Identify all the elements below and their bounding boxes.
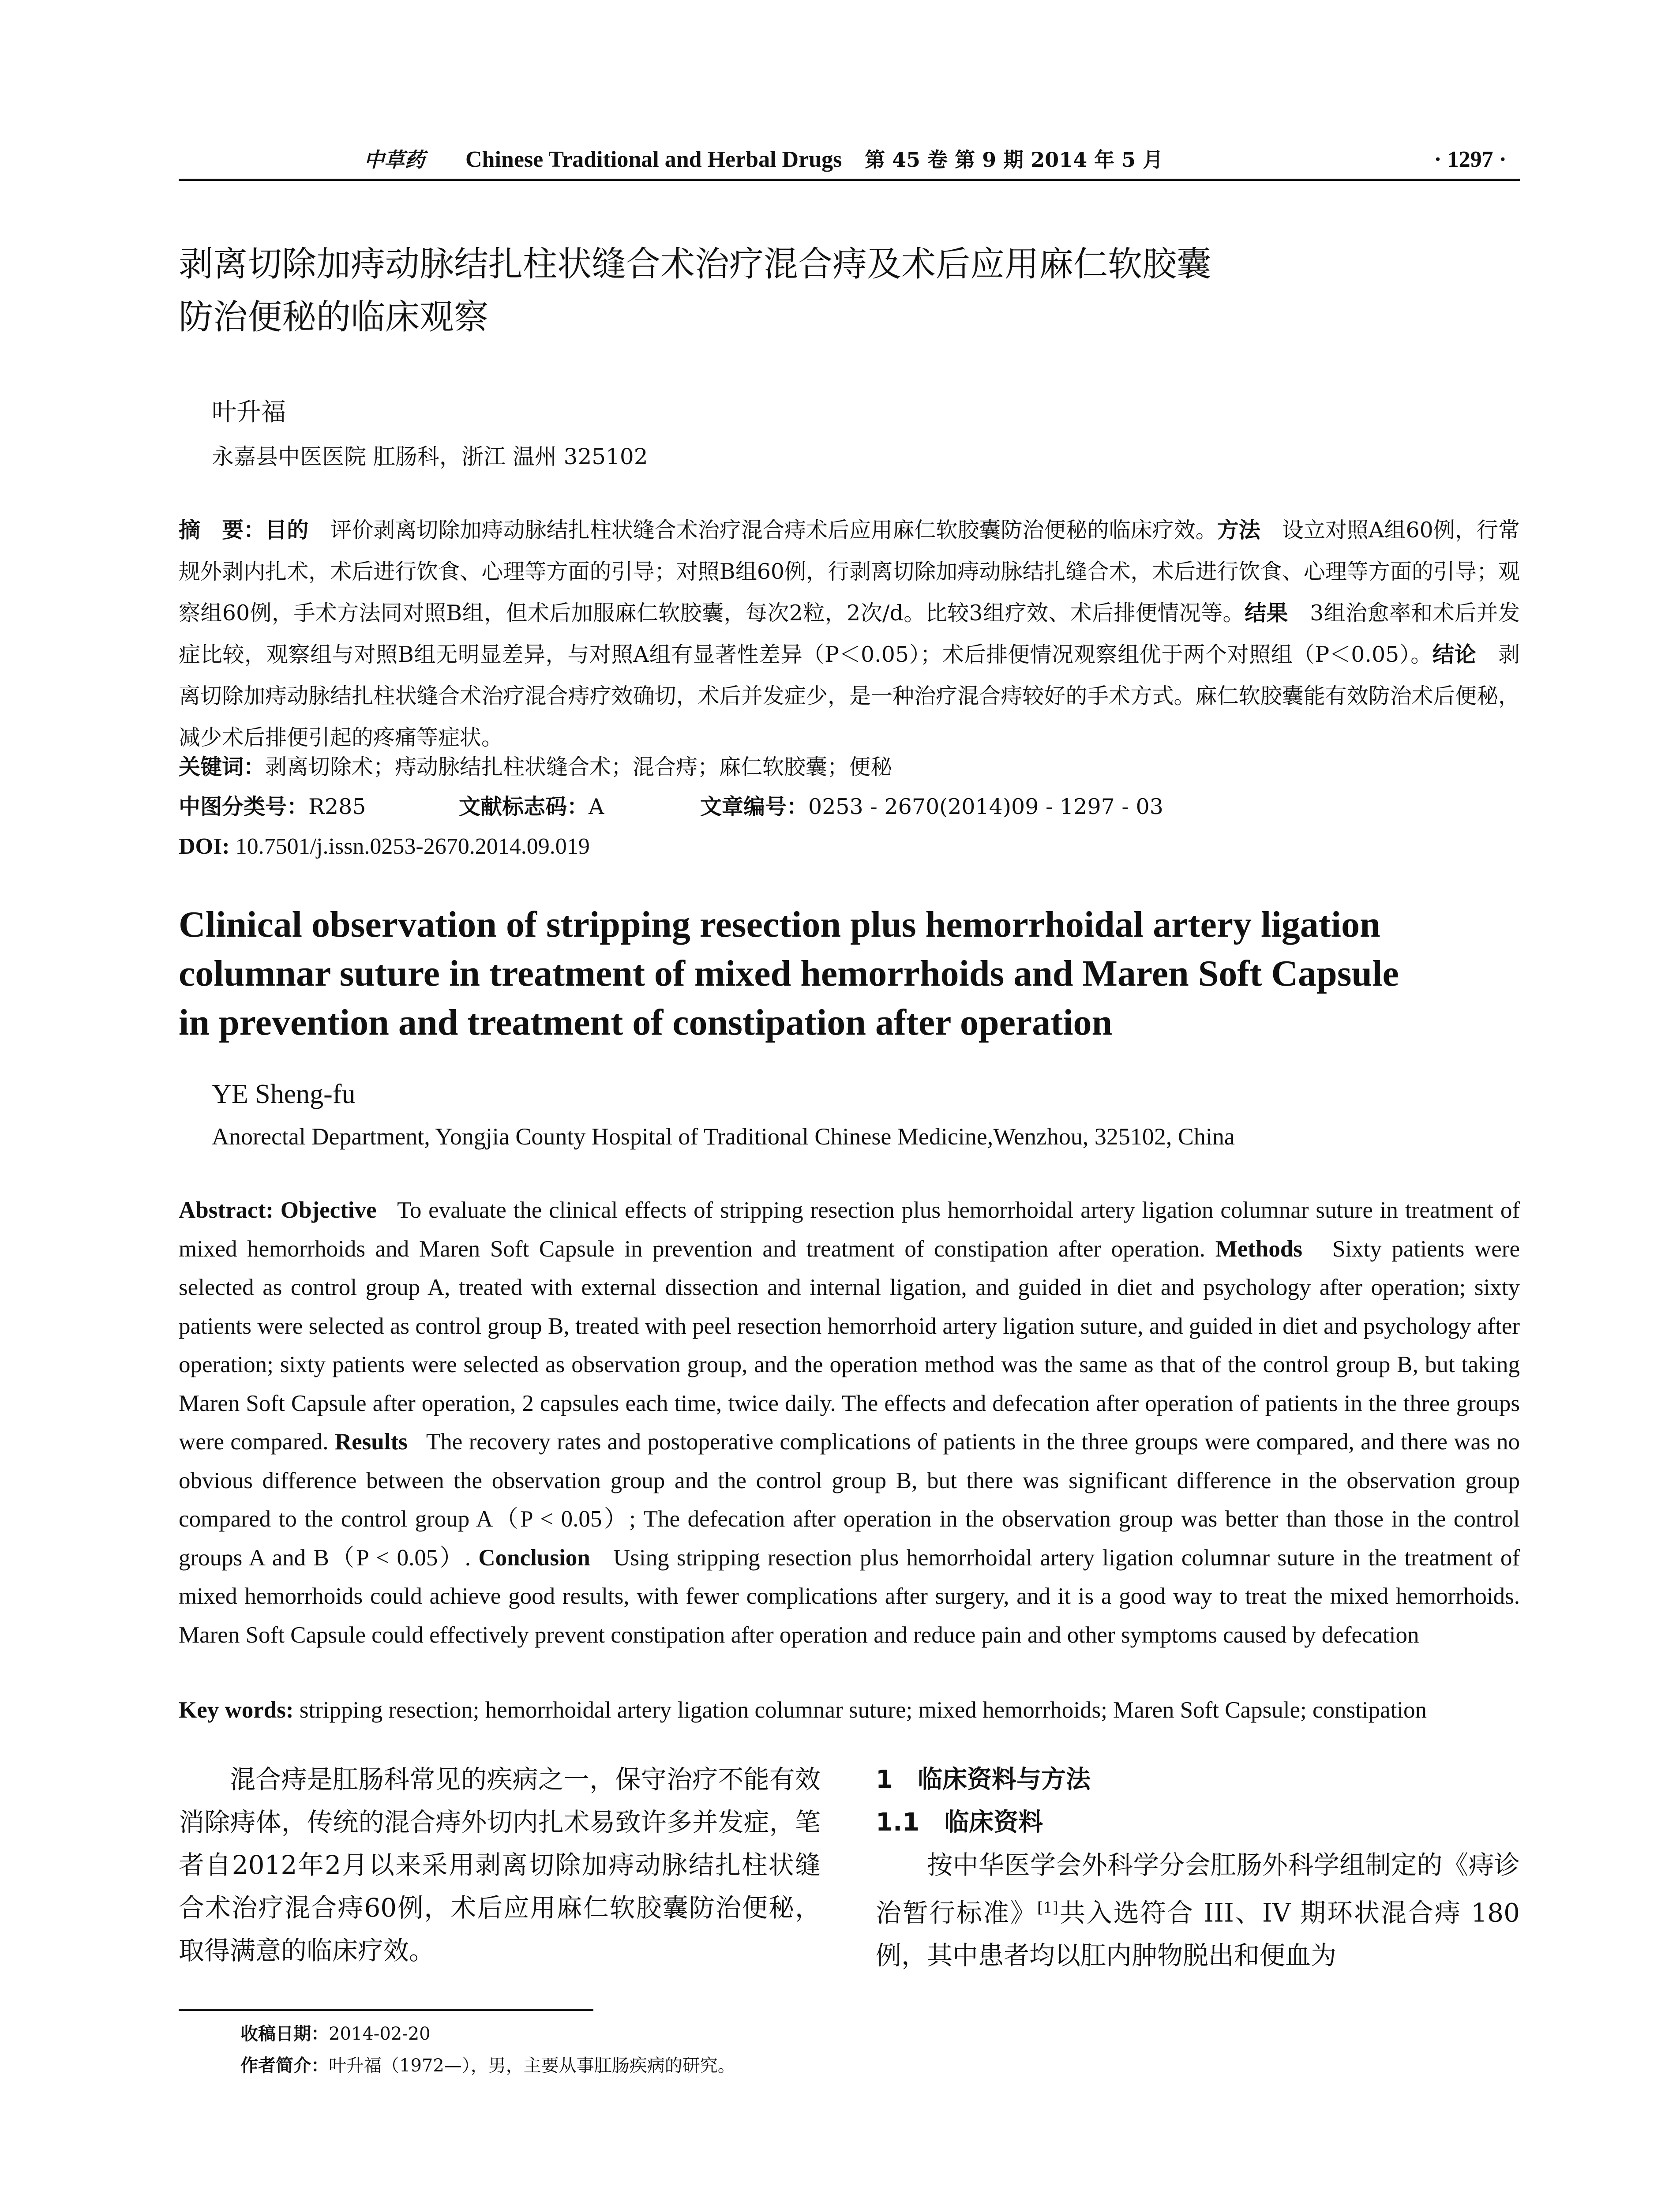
journal-name-en: Chinese Traditional and Herbal Drugs <box>465 147 842 172</box>
title-en-line1: Clinical observation of stripping resection plus hemorrhoidal artery ligation <box>179 904 1380 945</box>
abstract-en <box>179 1191 1520 1654</box>
body-left-column <box>179 1758 821 1972</box>
methods-en: Sixty patients were selected as control group A, treated with external dissection and internal ligation, and guided in diet and psychology after operation; sixty patients were selected as control group B, treated with peel resection hemorrhoid artery ligation suture, and guided in diet and psychology after operation; sixty patients were selected as observation group, and the operation method was the same as that of the control group B, but taking Maren Soft Capsule after operation, 2 capsules each time, twice daily. The effects and defecation after operation of patients in the three groups were compared. <box>179 1236 1520 1455</box>
paragraph-1-1 <box>876 1844 1520 1977</box>
abstract-cn-label: 摘 要： <box>179 518 266 543</box>
affiliation-cn: 永嘉县中医医院 肛肠科，浙江 温州 325102 <box>212 444 648 469</box>
objective-label-cn: 目的 <box>265 518 309 543</box>
conclusion-en: Using stripping resection plus hemorrhoidal artery ligation columnar suture in the treatment of mixed hemorrhoids could achieve good results, with fewer complications after surgery, and it is a good way to treat the mixed hemorrhoids. Maren Soft Capsule could effectively prevent constipation after operation and reduce pain and other symptoms caused by defecation <box>179 1545 1520 1648</box>
doi-label: DOI: <box>179 834 230 859</box>
body-right-column <box>876 1758 1520 1977</box>
results-en: The recovery rates and postoperative complications of patients in the three groups were compared, and there was no obvious difference between the observation group and the control group B, but there was significant difference in the observation group compared to the control group A（P < 0.05）; The defecation after operation in the observation group was better than those in the control groups A and B（P < 0.05）. <box>179 1429 1520 1571</box>
results-cn: 3组治愈率和术后并发症比较，观察组与对照B组无明显差异，与对照A组有显著性差异（P＜0.05）；术后排便情况观察组优于两个对照组（P＜0.05）。 <box>179 600 1520 667</box>
section-heading-1: 1 临床资料与方法 <box>876 1765 1091 1794</box>
reference-marker: [1] <box>1037 1899 1058 1917</box>
title-cn-line1: 剥离切除加痔动脉结扎柱状缝合术治疗混合痔及术后应用麻仁软胶囊 <box>179 244 1211 284</box>
methods-cn: 设立对照A组60例，行常规外剥内扎术，术后进行饮食、心理等方面的引导；对照B组60例，行剥离切除加痔动脉结扎缝合术，术后进行饮食、心理等方面的引导；观察组60例，手术方法同对照B组，但术后加服麻仁软胶囊，每次2粒，2次/d。比较3组疗效、术后排便情况等。 <box>179 518 1520 626</box>
results-label-en: Results <box>334 1429 408 1455</box>
journal-name-cn: 中草药 <box>364 148 425 172</box>
footnote-received <box>240 2021 431 2047</box>
paragraph-1-1-text-b: 共入选符合 III、IV 期环状混合痔 180 例，其中患者均以肛内肿物脱出和便血为 <box>876 1898 1520 1971</box>
doi <box>179 826 590 867</box>
keywords-en <box>179 1691 1520 1730</box>
objective-cn: 评价剥离切除加痔动脉结扎柱状缝合术治疗混合痔术后应用麻仁软胶囊防治便秘的临床疗效。 <box>330 518 1217 543</box>
author-bio: 叶升福（1972—），男，主要从事肛肠疾病的研究。 <box>329 2056 735 2076</box>
abstract-cn <box>179 510 1520 758</box>
abstract-en-label: Abstract: Objective <box>179 1197 377 1223</box>
keywords-cn-text: 剥离切除术；痔动脉结扎柱状缝合术；混合痔；麻仁软胶囊；便秘 <box>265 754 892 780</box>
objective-en: To evaluate the clinical effects of stripping resection plus hemorrhoidal artery ligation columnar suture in treatment of mixed hemorrhoids and Maren Soft Capsule in prevention and treatment of constipation after operation. <box>179 1197 1520 1262</box>
running-header <box>179 142 1520 177</box>
keywords-en-label: Key words: <box>179 1697 294 1723</box>
author-en: YE Sheng-fu <box>212 1079 356 1109</box>
received-label: 收稿日期： <box>240 2024 329 2044</box>
title-en-line3: in prevention and treatment of constipation after operation <box>179 1002 1113 1043</box>
page-number: · 1297 · <box>1434 147 1507 172</box>
intro-paragraph: 混合痔是肛肠科常见的疾病之一，保守治疗不能有效消除痔体，传统的混合痔外切内扎术易致许多并发症，笔者自2012年2月以来采用剥离切除加痔动脉结扎柱状缝合术治疗混合痔60例，术后应用麻仁软胶囊防治便秘，取得满意的临床疗效。 <box>179 1764 821 1966</box>
title-en <box>179 900 1520 1047</box>
footnote-author <box>240 2052 735 2079</box>
article-no-value: 0253 - 2670(2014)09 - 1297 - 03 <box>808 794 1163 819</box>
footnote-rule <box>179 2009 593 2011</box>
title-cn-line2: 防治便秘的临床观察 <box>179 297 489 337</box>
clc-value: R285 <box>308 794 366 819</box>
article-no-label: 文章编号： <box>700 794 809 819</box>
affiliation-en: Anorectal Department, Yongjia County Hospital of Traditional Chinese Medicine,Wenzhou, 325102, China <box>212 1123 1235 1150</box>
author-bio-label: 作者简介： <box>240 2056 329 2076</box>
doi-value: 10.7501/j.issn.0253-2670.2014.09.019 <box>235 834 590 859</box>
methods-label-cn: 方法 <box>1217 518 1260 543</box>
issue-info: 第 45 卷 第 9 期 2014 年 5 月 <box>865 148 1163 172</box>
keywords-cn-label: 关键词： <box>179 754 266 780</box>
author-cn: 叶升福 <box>212 398 286 427</box>
results-label-cn: 结果 <box>1244 600 1288 626</box>
conclusion-cn: 剥离切除加痔动脉结扎柱状缝合术治疗混合痔疗效确切，术后并发症少，是一种治疗混合痔较好的手术方式。麻仁软胶囊能有效防治术后便秘，减少术后排便引起的疼痛等症状。 <box>179 642 1520 750</box>
header-rule <box>179 179 1520 181</box>
conclusion-label-en: Conclusion <box>478 1545 590 1571</box>
keywords-cn <box>179 747 892 788</box>
keywords-en-text: stripping resection; hemorrhoidal artery ligation columnar suture; mixed hemorrhoids; Maren Soft Capsule; constipation <box>299 1697 1427 1723</box>
clc-label: 中图分类号： <box>179 794 309 819</box>
conclusion-label-cn: 结论 <box>1432 642 1477 667</box>
classification-line <box>179 786 1520 828</box>
received-date: 2014-02-20 <box>329 2024 431 2044</box>
section-heading-1-1: 1.1 临床资料 <box>876 1808 1043 1837</box>
methods-label-en: Methods <box>1215 1236 1302 1262</box>
paragraph-1-1-text-a: 按中华医学会外科学分会肛肠外科学组制定的《痔诊治暂行标准》 <box>876 1850 1520 1928</box>
doc-code-value: A <box>589 794 604 819</box>
doc-code-label: 文献标志码： <box>459 794 589 819</box>
title-en-line2: columnar suture in treatment of mixed hemorrhoids and Maren Soft Capsule <box>179 953 1399 994</box>
